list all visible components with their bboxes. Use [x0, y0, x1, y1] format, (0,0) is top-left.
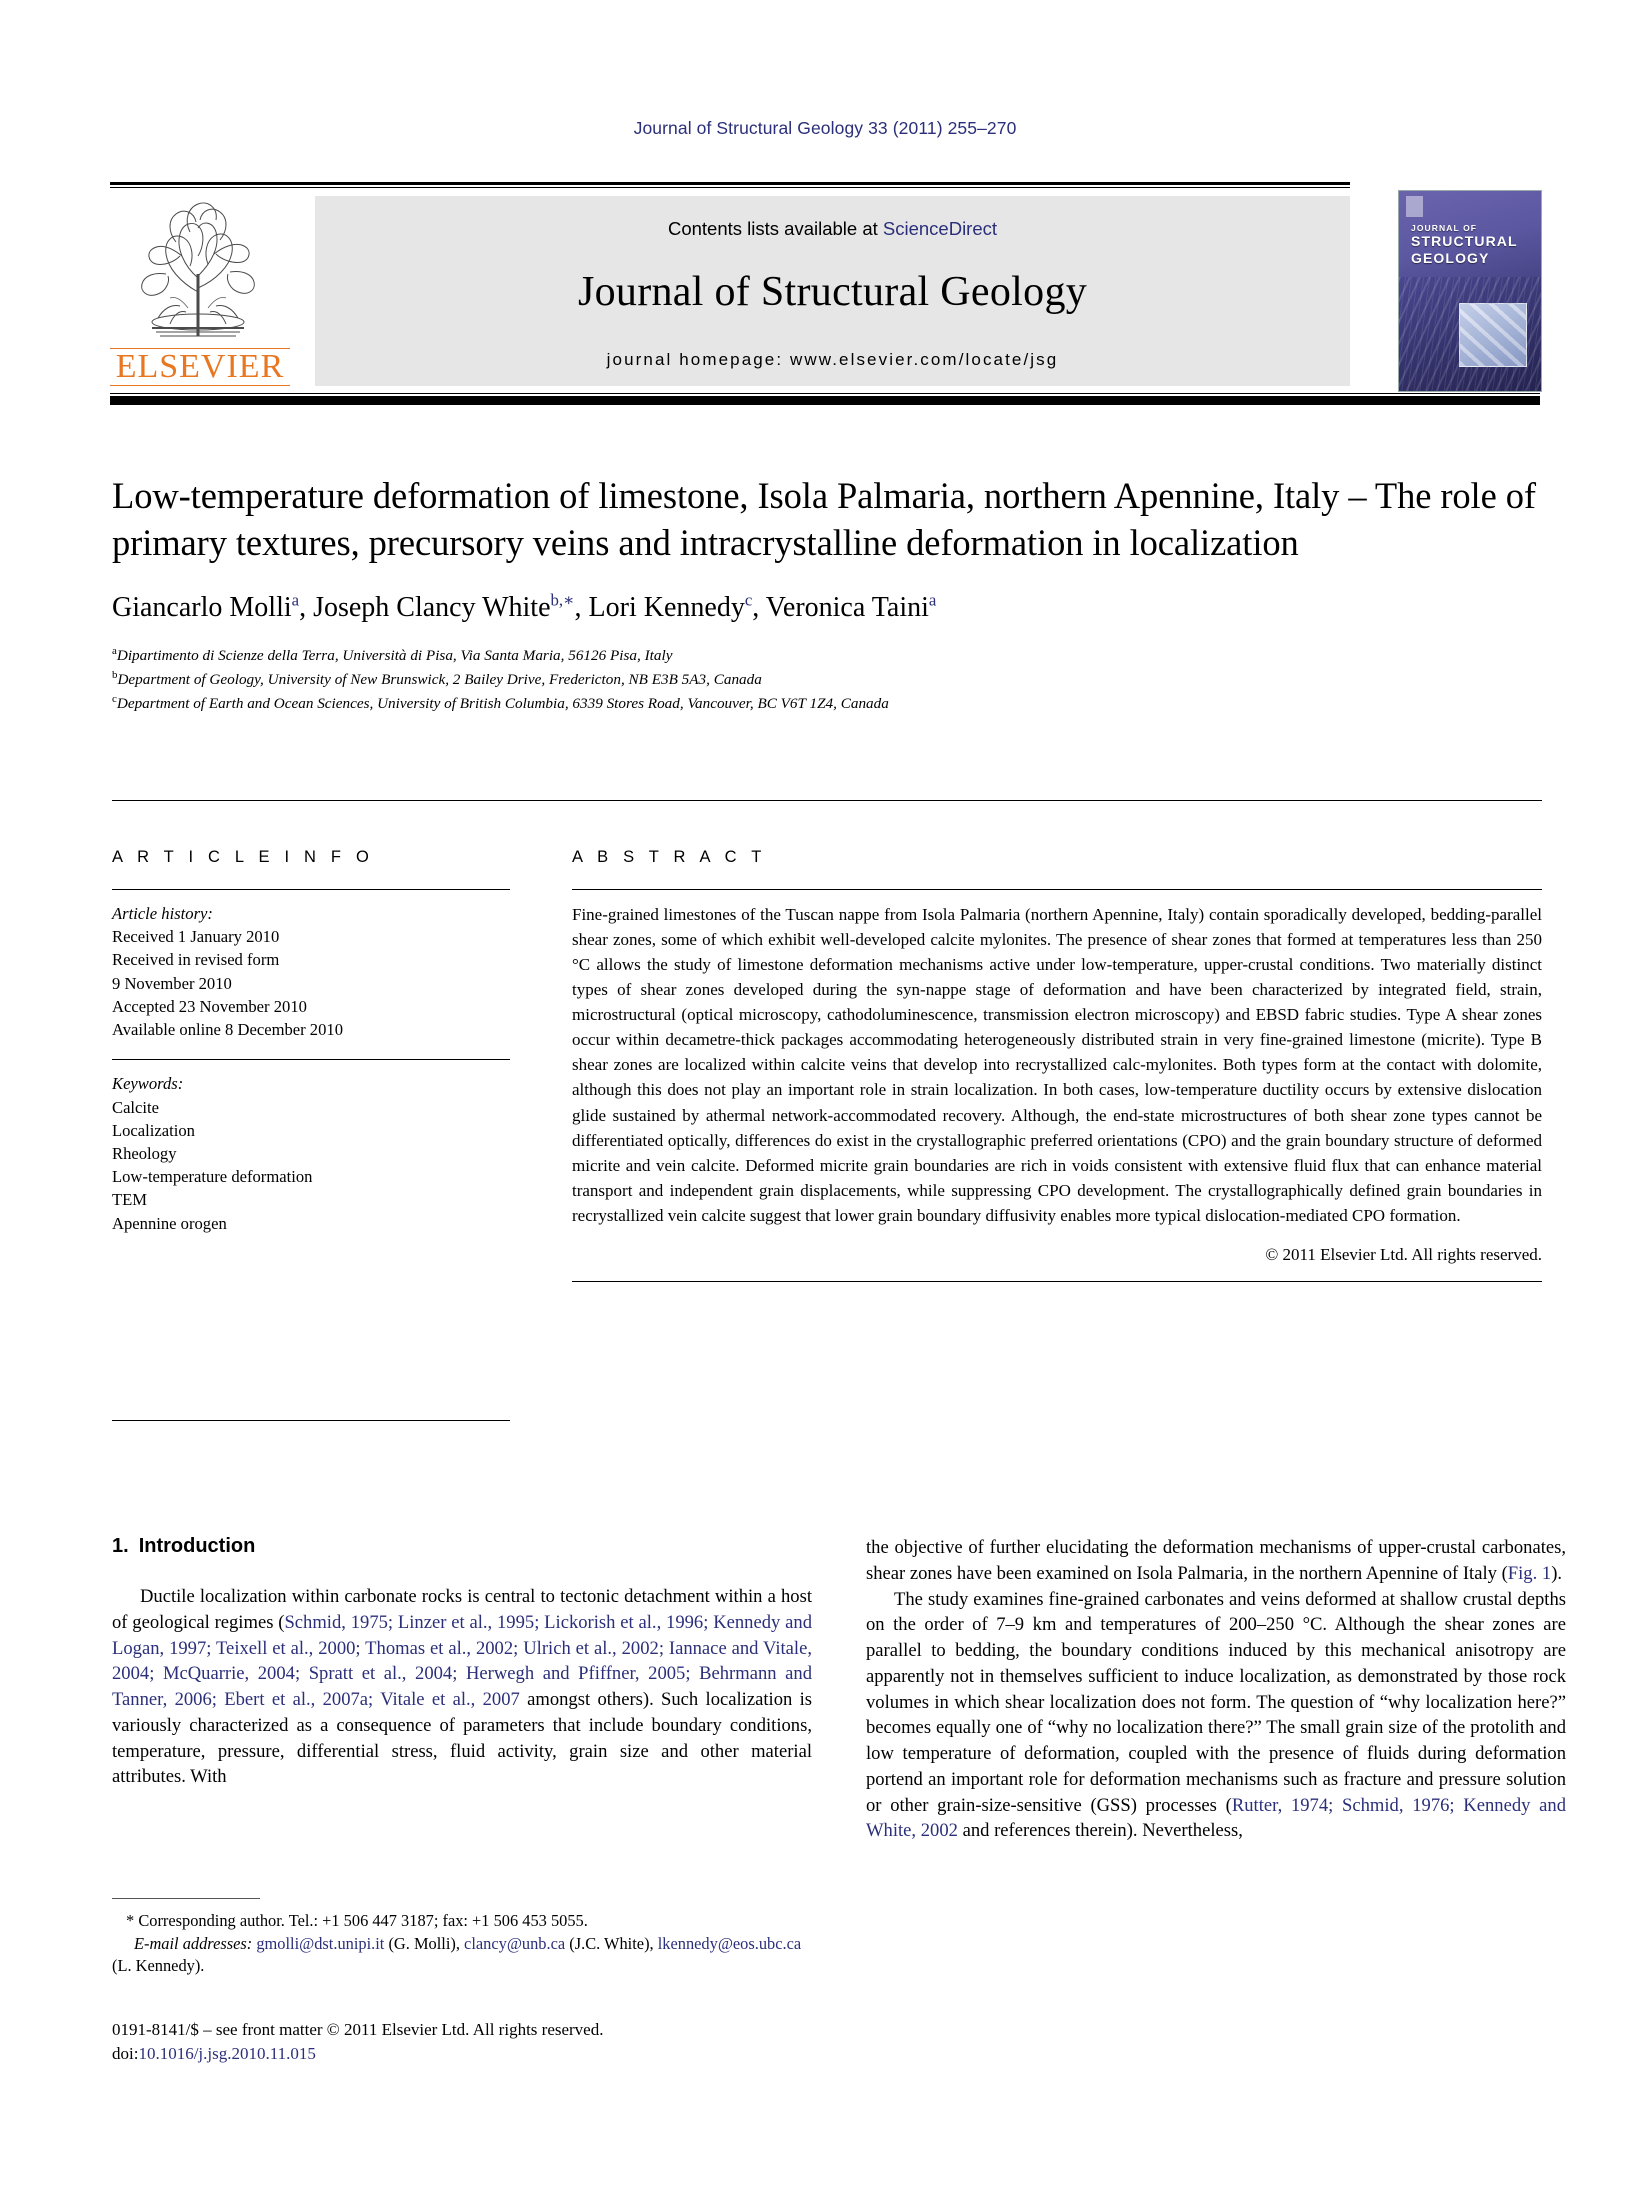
email-owner: (G. Molli),	[384, 1933, 465, 1953]
figure-1-link[interactable]: Fig. 1	[1507, 1562, 1552, 1584]
cover-title-line3: GEOLOGY	[1411, 249, 1490, 266]
keyword-item: Localization	[112, 1120, 195, 1140]
affiliation-line	[112, 667, 1542, 691]
footnote-rule	[112, 1898, 260, 1899]
article-history-item: Accepted 23 November 2010	[112, 996, 307, 1016]
author-affiliation-marker: a	[928, 590, 937, 610]
footnote-corresponding-line	[112, 1910, 812, 1933]
author-name: Joseph Clancy White	[313, 591, 551, 623]
footnote-email-line	[112, 1933, 812, 1978]
section-title: Introduction	[138, 1535, 256, 1557]
abstract-rule	[572, 889, 1542, 890]
elsevier-logo	[110, 196, 290, 386]
abstract-text: Fine-grained limestones of the Tuscan nappe from Isola Palmaria (northern Apennine, Italy) contain sporadically developed, bedding-parallel shear zones, some of which exhibit well-developed calcite mylonites. The presence of shear zones that formed at temperatures less than 250 °C allows the study of limestone deformation mechanisms active under low-temperature, upper-crustal conditions. Two materially distinct types of shear zones developed during the syn-nappe stage of deformation and have been characterized by integrated field, strain, microstructural (optical microscopy, cathodoluminescence, transmission electron microscopy) and EBSD fabric studies. Type A shear zones occur within decametre-thick packages accommodating heterogeneously distributed strain in very fine-grained limestone (micrite). Type B shear zones are localized within calcite veins that develop into recrystallized calc-mylonites. Both types form at the contact with dolomite, although this does not play an important role in strain localization. In both cases, low-temperature ductility occurs by extensive dislocation glide sustained by athermal network-accommodated recovery. Although, the end-state microstructures of both shear zone types cannot be differentiated optically, differences do exist in the crystallographic preferred orientations (CPO) and the grain boundary structure of deformed micrite and vein calcite. Deformed micrite grain boundaries are rich in voids consistent with extensive fluid flux that can enhance material transport and independent grain displacements, while suppressing CPO development. The crystallographically defined grain boundaries in recrystallized vein calcite suggest that lower grain boundary diffusivity enables more typical dislocation-mediated CPO formation.	[572, 905, 1542, 1225]
frontmatter-footer	[112, 2018, 872, 2066]
masthead-body	[110, 188, 1540, 393]
email-link[interactable]: gmolli@dst.unipi.it	[256, 1933, 385, 1953]
intro-p1-part-a: Ductile localization within carbonate rocks is central to tectonic detachment within a host of geological regimes (	[112, 1586, 812, 1633]
email-link[interactable]: lkennedy@eos.ubc.ca	[657, 1933, 802, 1953]
intro-p2-citations[interactable]: Rutter, 1974; Schmid, 1976; Kennedy and White, 2002	[866, 1794, 1567, 1842]
intro-p1-part-b: amongst others). Such localization is variously characterized as a consequence of parameters that include boundary conditions, temperature, pressure, differential stress, fluid activity, grain size and other material attributes. With	[112, 1689, 813, 1788]
affiliation-text: Dipartimento di Scienze della Terra, Università di Pisa, Via Santa Maria, 56126 Pisa, Italy	[116, 646, 673, 664]
doi-line	[112, 2042, 872, 2066]
issn-frontmatter-line: 0191-8141/$ – see front matter © 2011 Elsevier Ltd. All rights reserved.	[112, 2020, 604, 2039]
masthead-banner	[315, 196, 1350, 386]
sciencedirect-link[interactable]: ScienceDirect	[882, 218, 998, 239]
affiliation-line	[112, 691, 1542, 715]
keywords-label: Keywords:	[112, 1074, 184, 1094]
body-column-right	[866, 1535, 1566, 1844]
contents-label: Contents lists available at	[667, 218, 878, 239]
page-title: Low-temperature deformation of limestone, Isola Palmaria, northern Apennine, Italy – The role of primary textures, precursory veins and intracrystalline deformation in localization	[112, 475, 1536, 564]
author-list: Giancarlo Molli$^a$, Joseph Clancy White$^{b,∗}$, Lori Kennedy$^c$, Veronica Taini$^a$	[112, 590, 937, 623]
title-block	[112, 472, 1542, 716]
article-info-heading: A R T I C L E I N F O	[112, 848, 375, 866]
article-history-item: 9 November 2010	[112, 973, 232, 993]
keywords-block	[112, 1072, 510, 1235]
email-link[interactable]: clancy@unb.ca	[464, 1933, 566, 1953]
author-affiliation-marker: a	[291, 590, 300, 610]
section-heading-introduction	[112, 1535, 812, 1558]
intro-p1c-part-b: ).	[1551, 1562, 1563, 1584]
journal-masthead	[110, 182, 1540, 405]
author-name: Giancarlo Molli	[112, 591, 292, 623]
journal-title: Journal of Structural Geology	[577, 269, 1088, 315]
corresponding-author-footnote	[112, 1898, 812, 1978]
keyword-item: Low-temperature deformation	[112, 1167, 313, 1187]
author-affiliation-marker: b,∗	[550, 590, 575, 610]
intro-paragraph-1-continued	[866, 1535, 1566, 1587]
cover-title-line1: JOURNAL OF	[1411, 223, 1478, 233]
cover-elsevier-icon	[1406, 196, 1423, 217]
article-info-rule	[112, 889, 510, 890]
cover-title	[1411, 223, 1518, 266]
article-info-end-rule	[112, 1420, 510, 1421]
intro-p2-part-b: and references therein). Nevertheless,	[957, 1820, 1243, 1842]
article-history-item: Received 1 January 2010	[112, 927, 280, 947]
journal-cover-thumbnail	[1398, 190, 1542, 392]
abstract-column	[572, 848, 1542, 1282]
keyword-item: Apennine orogen	[112, 1213, 227, 1233]
email-addresses-label: E-mail addresses:	[134, 1933, 253, 1953]
article-history-item: Available online 8 December 2010	[112, 1020, 343, 1040]
affiliation-marker: a	[112, 644, 117, 657]
keyword-item: TEM	[112, 1190, 148, 1210]
keyword-item: Rheology	[112, 1143, 177, 1163]
body-column-left	[112, 1535, 812, 1790]
intro-paragraph-2	[866, 1587, 1566, 1845]
footnote-corresponding-text: Corresponding author. Tel.: +1 506 447 3187; fax: +1 506 453 5055.	[138, 1911, 588, 1930]
elsevier-tree-icon	[110, 196, 290, 346]
cover-title-line2: STRUCTURAL	[1411, 233, 1518, 250]
intro-p1-citations[interactable]: Schmid, 1975; Linzer et al., 1995; Lickorish et al., 1996; Kennedy and Logan, 1997; Teixell et al., 2000; Thomas et al., 2002; Ulrich et al., 2002; Iannace and Vitale, 2004; McQuarrie, 2004; Spratt et al., 2004; Herwegh and Pfiffner, 2005; Behrmann and Tanner, 2006; Ebert et al., 2007a; Vitale et al., 2007	[112, 1611, 812, 1710]
article-history-label: Article history:	[112, 904, 213, 923]
affiliation-marker: b	[112, 669, 118, 682]
author-name: Lori Kennedy	[588, 591, 745, 623]
author-affiliation-marker: c	[744, 590, 753, 610]
affiliation-marker: c	[112, 693, 117, 706]
keyword-item: Calcite	[112, 1097, 159, 1117]
affiliation-list	[112, 643, 1542, 716]
intro-paragraph-1	[112, 1584, 812, 1790]
affiliation-text: Department of Earth and Ocean Sciences, University of British Columbia, 6339 Stores Road, Vancouver, BC V6T 1Z4, Canada	[116, 695, 889, 713]
abstract-copyright: © 2011 Elsevier Ltd. All rights reserved.	[1265, 1244, 1542, 1264]
abstract-heading: A B S T R A C T	[572, 848, 767, 866]
cover-inset-photograph	[1459, 303, 1527, 367]
article-history	[112, 902, 510, 1041]
article-history-item: Received in revised form	[112, 950, 280, 970]
intro-p2-part-a: The study examines fine-grained carbonates and veins deformed at shallow crustal depths on the order of 7–9 km and temperatures of 200–250 °C. Although the shear zones are parallel to bedding, the boundary conditions induced by this mechanical anisotropy are apparently not in themselves sufficient to induce localization, as demonstrated by those rock volumes in which shear localization does not form. The question of “why localization here?” becomes equally one of “why no localization there?” The small grain size of the protolith and low temperature of deformation, coupled with the presence of fluids during deformation portend an important role for deformation mechanisms such as fracture and pressure solution or other grain-size-sensitive (GSS) processes (	[866, 1588, 1566, 1816]
doi-link[interactable]: 10.1016/j.jsg.2010.11.015	[138, 2044, 316, 2064]
title-block-divider	[112, 800, 1542, 801]
article-history-lines	[112, 925, 510, 1041]
masthead-bottom-rule	[110, 393, 1540, 405]
email-owner: (L. Kennedy).	[112, 1956, 205, 1976]
keywords-rule	[112, 1059, 510, 1060]
running-head: Journal of Structural Geology 33 (2011) 255–270	[633, 118, 1017, 138]
keyword-lines	[112, 1096, 510, 1235]
journal-homepage[interactable]: journal homepage: www.elsevier.com/locate/jsg	[606, 350, 1059, 369]
section-number: 1.	[112, 1535, 129, 1557]
affiliation-line	[112, 643, 1542, 667]
elsevier-wordmark: ELSEVIER	[110, 348, 290, 386]
doi-label: doi:	[112, 2044, 139, 2064]
affiliation-text: Department of Geology, University of New Brunswick, 2 Bailey Drive, Fredericton, NB E3B 5A3, Canada	[117, 671, 762, 689]
author-name: Veronica Taini	[765, 591, 929, 623]
abstract-end-rule	[572, 1281, 1542, 1282]
article-info-column	[112, 848, 510, 1235]
footnote-asterisk: *	[126, 1911, 135, 1930]
intro-p1c-part-a: the objective of further elucidating the deformation mechanisms of upper-crustal carbonates, shear zones have been examined on Isola Palmaria, in the northern Apennine of Italy (	[866, 1537, 1566, 1584]
email-owner: (J.C. White),	[565, 1933, 658, 1953]
contents-line	[315, 196, 1350, 240]
